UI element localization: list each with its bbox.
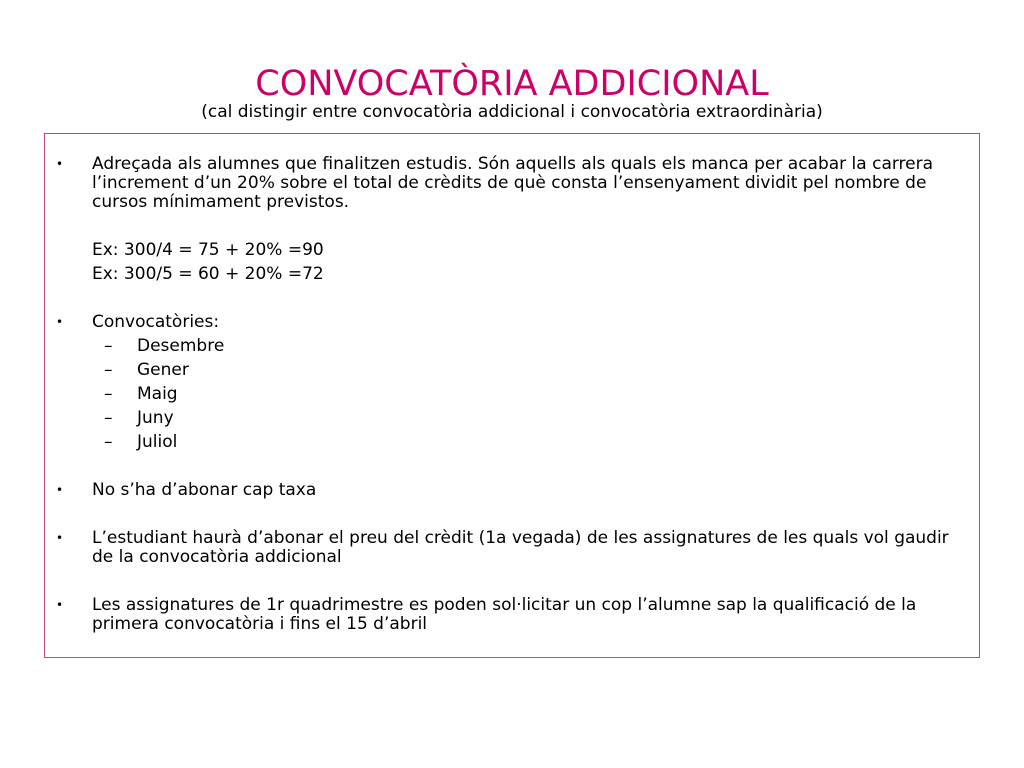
sub-item-text: Juliol <box>137 432 178 452</box>
spacer <box>45 289 975 308</box>
bullet-item-first-term <box>45 596 975 634</box>
sub-item <box>45 385 975 404</box>
sub-item-text: Maig <box>137 384 178 404</box>
example-text: Ex: 300/4 = 75 + 20% =90 <box>92 240 324 260</box>
bullet-marker: • <box>56 598 64 612</box>
sub-item-text: Juny <box>137 408 174 428</box>
spacer <box>45 457 975 476</box>
bullet-item-credit-price <box>45 529 975 567</box>
content-box <box>44 133 980 658</box>
bullet-item-no-fee <box>45 481 975 500</box>
sub-item-text: Desembre <box>137 336 225 356</box>
bullet-text: No s’ha d’abonar cap taxa <box>92 480 317 500</box>
bullet-marker: • <box>56 483 64 497</box>
dash-marker: – <box>104 408 113 428</box>
example-line <box>45 241 975 260</box>
slide-subtitle: (cal distingir entre convocatòria addicional i convocatòria extraordinària) <box>201 102 823 122</box>
bullet-text: Convocatòries: <box>92 312 220 332</box>
bullet-marker: • <box>56 157 64 171</box>
dash-marker: – <box>104 432 113 452</box>
dash-marker: – <box>104 360 113 380</box>
spacer <box>45 505 975 524</box>
bullet-text: Les assignatures de 1r quadrimestre es poden sol·licitar un cop l’alumne sap la qualificació de la primera convocatòria i fins el 15 d’abril <box>92 595 917 634</box>
dash-marker: – <box>104 384 113 404</box>
bullet-list <box>45 150 975 634</box>
dash-marker: – <box>104 336 113 356</box>
sub-item <box>45 409 975 428</box>
bullet-item-convocatories <box>45 313 975 332</box>
example-text: Ex: 300/5 = 60 + 20% =72 <box>92 264 324 284</box>
sub-item <box>45 433 975 452</box>
bullet-marker: • <box>56 531 64 545</box>
spacer <box>45 217 975 236</box>
bullet-marker: • <box>56 315 64 329</box>
sub-item <box>45 361 975 380</box>
bullet-text: L’estudiant haurà d’abonar el preu del crèdit (1a vegada) de les assignatures de les quals vol gaudir de la convocatòria addicional <box>92 528 949 567</box>
sub-item-text: Gener <box>137 360 189 380</box>
bullet-text: Adreçada als alumnes que finalitzen estudis. Són aquells als quals els manca per acabar la carrera l’increment d’un 20% sobre el total de crèdits de què consta l’ensenyament dividit pel nombre de cursos mínimament previstos. <box>92 154 934 212</box>
example-line <box>45 265 975 284</box>
spacer <box>45 572 975 591</box>
bullet-item-target-students <box>45 155 975 212</box>
slide-title: CONVOCATÒRIA ADDICIONAL <box>255 64 769 104</box>
sub-item <box>45 337 975 356</box>
